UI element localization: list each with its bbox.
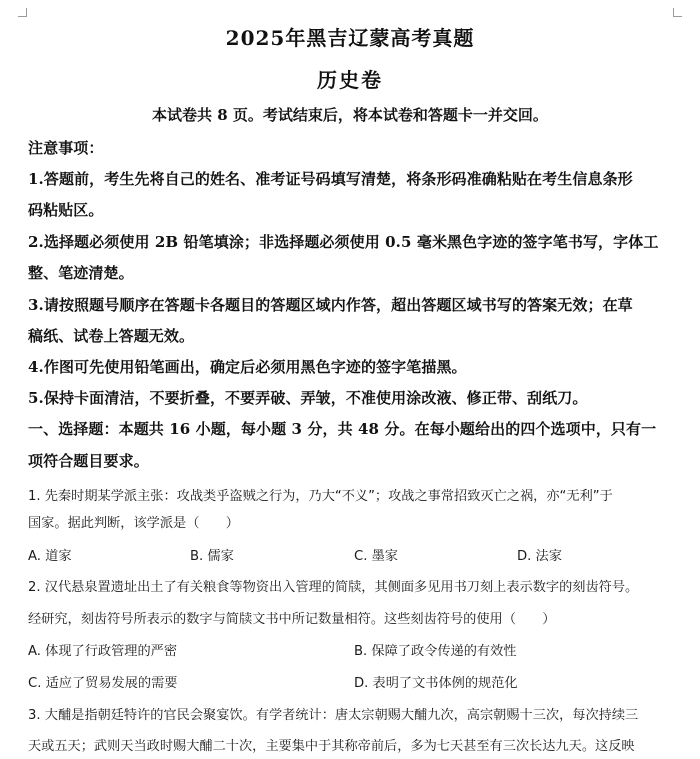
note-line: 1.答题前，考生先将自己的姓名、准考证号码填写清楚，将条形码准确粘贴在考生信息条形 [28, 170, 633, 188]
note-line: 码粘贴区。 [28, 201, 104, 219]
note-line: 4.作图可先使用铅笔画出，确定后必须用黑色字迹的签字笔描黑。 [28, 358, 467, 376]
question-3-text: 天或五天；武则天当政时赐大酺二十次，主要集中于其称帝前后，多为七天甚至有三次长达九天。这反映 [28, 739, 635, 754]
question-1-text: 1. 先秦时期某学派主张：攻战类乎盗贼之行为，乃大“不义”；攻战之事常招致灭亡之祸，亦“无利”于 [28, 489, 613, 504]
question-2-option-d: D. 表明了文书体例的规范化 [354, 676, 518, 691]
question-2-option-c: C. 适应了贸易发展的需要 [28, 676, 178, 691]
note-line: 整、笔迹清楚。 [28, 264, 134, 282]
question-1-text: 国家。据此判断，该学派是（ ） [28, 516, 239, 531]
question-2-option-b: B. 保障了政令传递的有效性 [354, 644, 517, 659]
question-2-text: 2. 汉代悬泉置遗址出土了有关粮食等物资出入管理的简牍，其侧面多见用书刀刻上表示数字的刻齿符号。 [28, 580, 639, 595]
note-line: 2.选择题必须使用 2B 铅笔填涂；非选择题必须使用 0.5 毫米黑色字迹的签字笔书写，字体工 [28, 233, 659, 251]
question-2-text: 经研究，刻齿符号所表示的数字与简牍文书中所记数量相符。这些刻齿符号的使用（ ） [28, 612, 556, 627]
note-line: 3.请按照题号顺序在答题卡各题目的答题区域内作答，超出答题区域书写的答案无效；在草 [28, 296, 633, 314]
crop-mark-top-left [18, 8, 27, 17]
question-1-option-a: A. 道家 [28, 549, 72, 564]
section-heading: 一、选择题：本题共 16 小题，每小题 3 分，共 48 分。在每小题给出的四个选项中，只有一 [28, 420, 657, 438]
section-heading: 项符合题目要求。 [28, 452, 149, 470]
question-3-text: 3. 大酺是指朝廷特许的官民会聚宴饮。有学者统计：唐太宗朝赐大酺九次，高宗朝赐十三次，每次持续三 [28, 708, 639, 723]
exam-subtitle: 历史卷 [317, 68, 383, 92]
note-line: 稿纸、试卷上答题无效。 [28, 327, 195, 345]
exam-intro: 本试卷共 8 页。考试结束后，将本试卷和答题卡一并交回。 [152, 106, 548, 124]
crop-mark-top-right [673, 8, 682, 17]
exam-title: 2025年黑吉辽蒙高考真题 [225, 26, 475, 50]
question-1-option-b: B. 儒家 [190, 549, 234, 564]
question-2-option-a: A. 体现了行政管理的严密 [28, 644, 178, 659]
note-line: 5.保持卡面清洁，不要折叠，不要弄破、弄皱，不准使用涂改液、修正带、刮纸刀。 [28, 389, 588, 407]
notes-heading: 注意事项： [28, 139, 104, 157]
question-1-option-d: D. 法家 [517, 549, 562, 564]
question-1-option-c: C. 墨家 [354, 549, 398, 564]
